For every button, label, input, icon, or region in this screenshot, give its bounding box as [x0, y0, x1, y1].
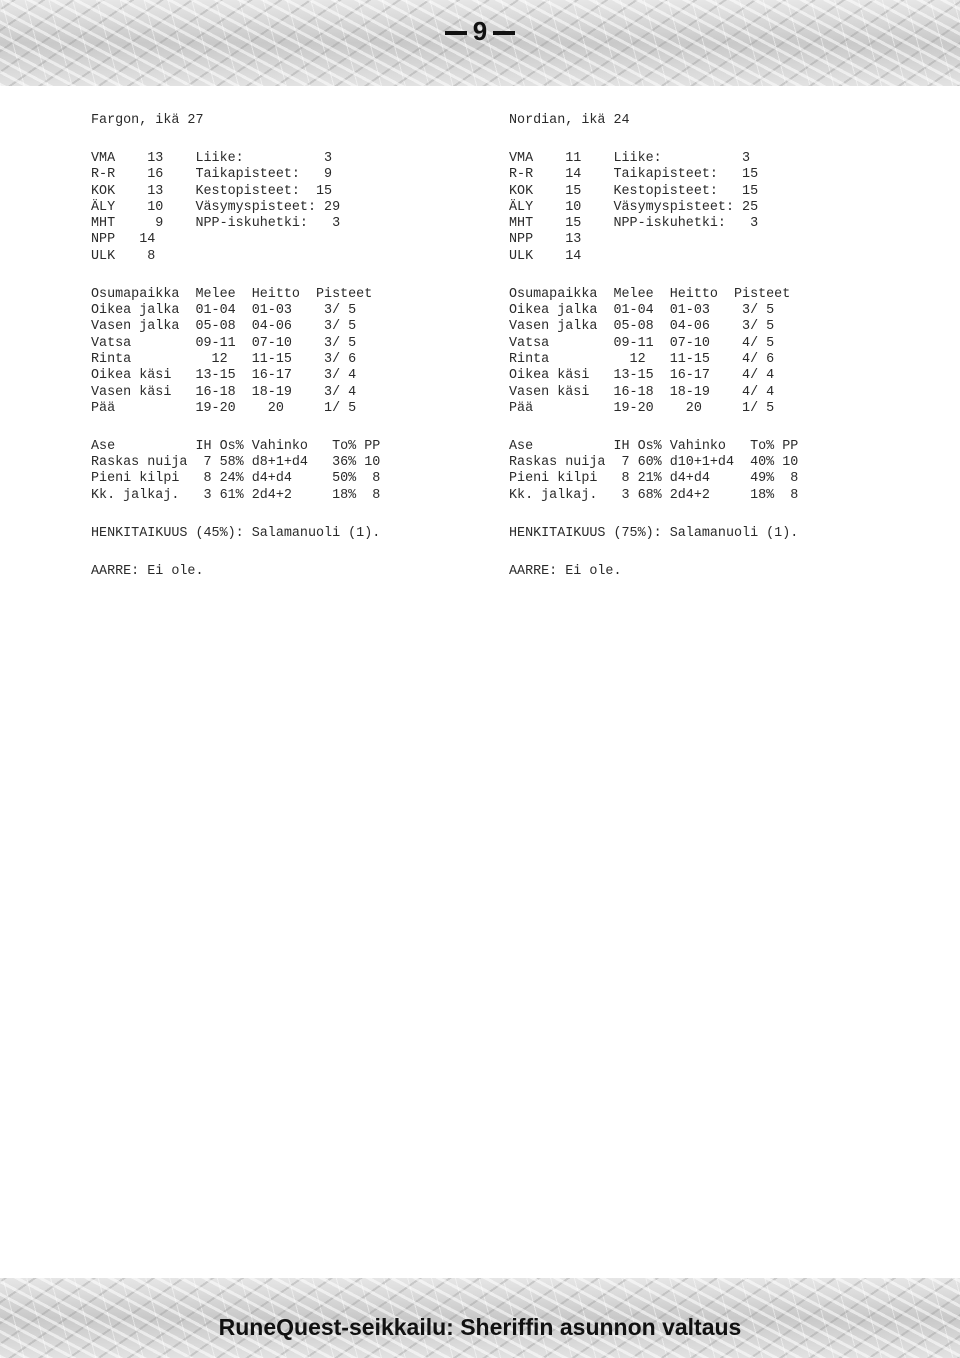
stat-line: MHT 9 NPP-iskuhetki: 3 [91, 216, 341, 232]
hit-location-header: Osumapaikka Melee Heitto Pisteet [91, 286, 373, 302]
stat-line: VMA 11 Liike: 3 [509, 150, 751, 166]
page-number-text: 9 [472, 16, 488, 46]
character-block-fargon [91, 113, 491, 580]
stat-line: KOK 13 Kestopisteet: 15 [91, 183, 333, 199]
spirit-magic: HENKITAIKUUS (45%): Salamanuoli (1). [91, 525, 381, 541]
hit-location-row: Pää 19-20 20 1/ 5 [91, 400, 357, 416]
weapon-table [91, 439, 491, 504]
weapon-header: Ase IH Os% Vahinko To% PP [509, 438, 799, 454]
hit-location-row: Pää 19-20 20 1/ 5 [509, 400, 775, 416]
stat-line: R-R 16 Taikapisteet: 9 [91, 167, 333, 183]
stat-line: R-R 14 Taikapisteet: 15 [509, 167, 759, 183]
weapon-row: Kk. jalkaj. 3 61% 2d4+2 18% 8 [91, 487, 381, 503]
weapon-table [509, 439, 909, 504]
stats-block [91, 151, 491, 265]
hit-location-row: Oikea jalka 01-04 01-03 3/ 5 [509, 303, 775, 319]
stats-block [509, 151, 909, 265]
hit-location-row: Vasen käsi 16-18 18-19 4/ 4 [509, 384, 775, 400]
page-number [0, 16, 960, 46]
weapon-row: Pieni kilpi 8 21% d4+d4 49% 8 [509, 471, 799, 487]
spirit-magic: HENKITAIKUUS (75%): Salamanuoli (1). [509, 525, 799, 541]
dash-left [445, 31, 467, 35]
treasure: AARRE: Ei ole. [91, 563, 204, 579]
footer-title: RuneQuest-seikkailu: Sheriffin asunnon valtaus [218, 1314, 742, 1340]
stat-line: ULK 8 [91, 248, 156, 264]
hit-location-row: Vatsa 09-11 07-10 3/ 5 [91, 335, 357, 351]
stat-line: KOK 15 Kestopisteet: 15 [509, 183, 759, 199]
character-name: Nordian, ikä 24 [509, 113, 630, 128]
weapon-row: Raskas nuija 7 58% d8+1+d4 36% 10 [91, 455, 381, 471]
hit-location-row: Rinta 12 11-15 4/ 6 [509, 351, 775, 367]
hit-location-row: Oikea käsi 13-15 16-17 4/ 4 [509, 368, 775, 384]
hit-location-row: Vasen jalka 05-08 04-06 3/ 5 [509, 319, 775, 335]
dash-right [493, 31, 515, 35]
character-block-nordian [509, 113, 909, 580]
stat-line: NPP 13 [509, 232, 582, 248]
treasure: AARRE: Ei ole. [509, 563, 622, 579]
stat-line: ULK 14 [509, 248, 582, 264]
hit-location-row: Rinta 12 11-15 3/ 6 [91, 351, 357, 367]
hit-location-header: Osumapaikka Melee Heitto Pisteet [509, 286, 791, 302]
weapon-row: Pieni kilpi 8 24% d4+d4 50% 8 [91, 471, 381, 487]
hit-location-row: Vasen jalka 05-08 04-06 3/ 5 [91, 319, 357, 335]
weapon-row: Raskas nuija 7 60% d10+1+d4 40% 10 [509, 455, 799, 471]
hit-location-row: Oikea jalka 01-04 01-03 3/ 5 [91, 303, 357, 319]
stat-line: NPP 14 [91, 232, 156, 248]
weapon-row: Kk. jalkaj. 3 68% 2d4+2 18% 8 [509, 487, 799, 503]
hit-location-row: Oikea käsi 13-15 16-17 3/ 4 [91, 368, 357, 384]
weapon-header: Ase IH Os% Vahinko To% PP [91, 438, 381, 454]
hit-location-row: Vasen käsi 16-18 18-19 3/ 4 [91, 384, 357, 400]
hit-location-row: Vatsa 09-11 07-10 4/ 5 [509, 335, 775, 351]
stat-line: MHT 15 NPP-iskuhetki: 3 [509, 216, 759, 232]
character-name: Fargon, ikä 27 [91, 113, 204, 128]
stat-line: ÄLY 10 Väsymyspisteet: 29 [91, 199, 341, 215]
stat-line: VMA 13 Liike: 3 [91, 150, 333, 166]
hit-location-table [91, 287, 491, 417]
hit-location-table [509, 287, 909, 417]
stat-line: ÄLY 10 Väsymyspisteet: 25 [509, 199, 759, 215]
